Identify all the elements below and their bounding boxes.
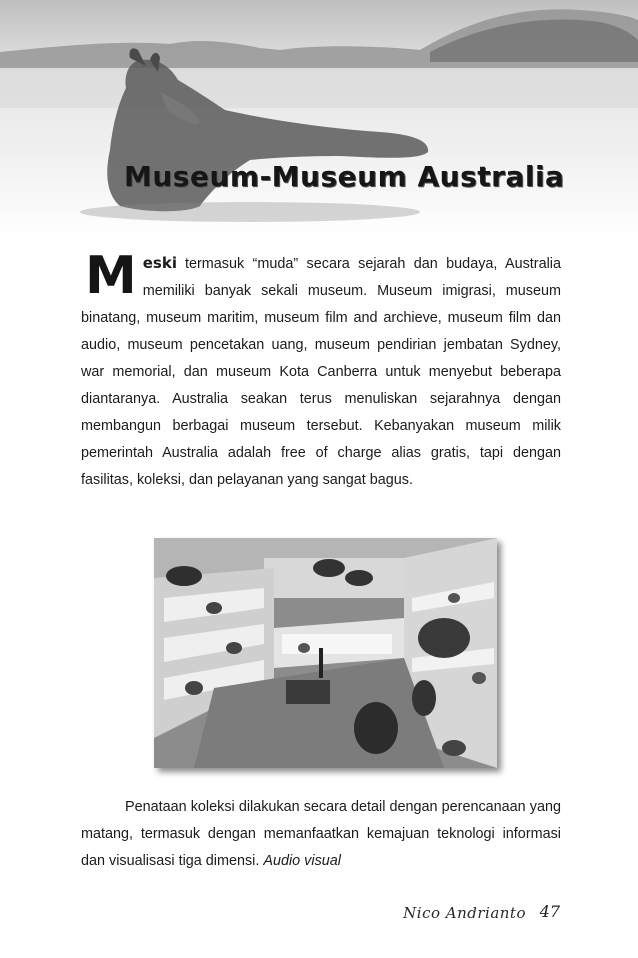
footer-author: Nico Andrianto — [403, 904, 526, 922]
header-image — [0, 0, 638, 235]
museum-photo — [154, 538, 497, 768]
museum-animal-gallery-photo — [154, 538, 497, 768]
page-number: 47 — [539, 902, 560, 921]
paragraph-collection-text: Penataan koleksi dilakukan secara detail dengan perencanaan yang matang, termasuk dengan memanfaatkan kemajuan teknologi informasi dan visualisasi tiga dimensi. — [81, 799, 561, 869]
paragraph-intro-text: termasuk “muda” secara sejarah dan budaya, Australia memiliki banyak sekali museum. Museum imigrasi, museum binatang, museum maritim, museum film and archieve, museum film dan audio, museum pencetakan uang, museum pendirian jembatan Sydney, war memorial, dan museum Kota Canberra untuk menyebut beberapa diantaranya. Australia seakan terus menuliskan sejarahnya dengan membangun berbagai museum tersebut. Kebanyakan museum milik pemerintah Australia adalah free of charge alias gratis, tapi dengan fasilitas, koleksi, dan pelayanan yang sangat bagus. — [81, 256, 561, 488]
kangaroo-beach-photo — [0, 0, 638, 235]
paragraph-collection — [81, 794, 561, 875]
lead-word: eski — [142, 254, 177, 272]
drop-cap: M — [85, 246, 137, 306]
italic-tail: Audio visual — [263, 853, 341, 869]
page-title: Museum-Museum Australia — [124, 160, 565, 193]
paragraph-intro — [81, 246, 561, 494]
